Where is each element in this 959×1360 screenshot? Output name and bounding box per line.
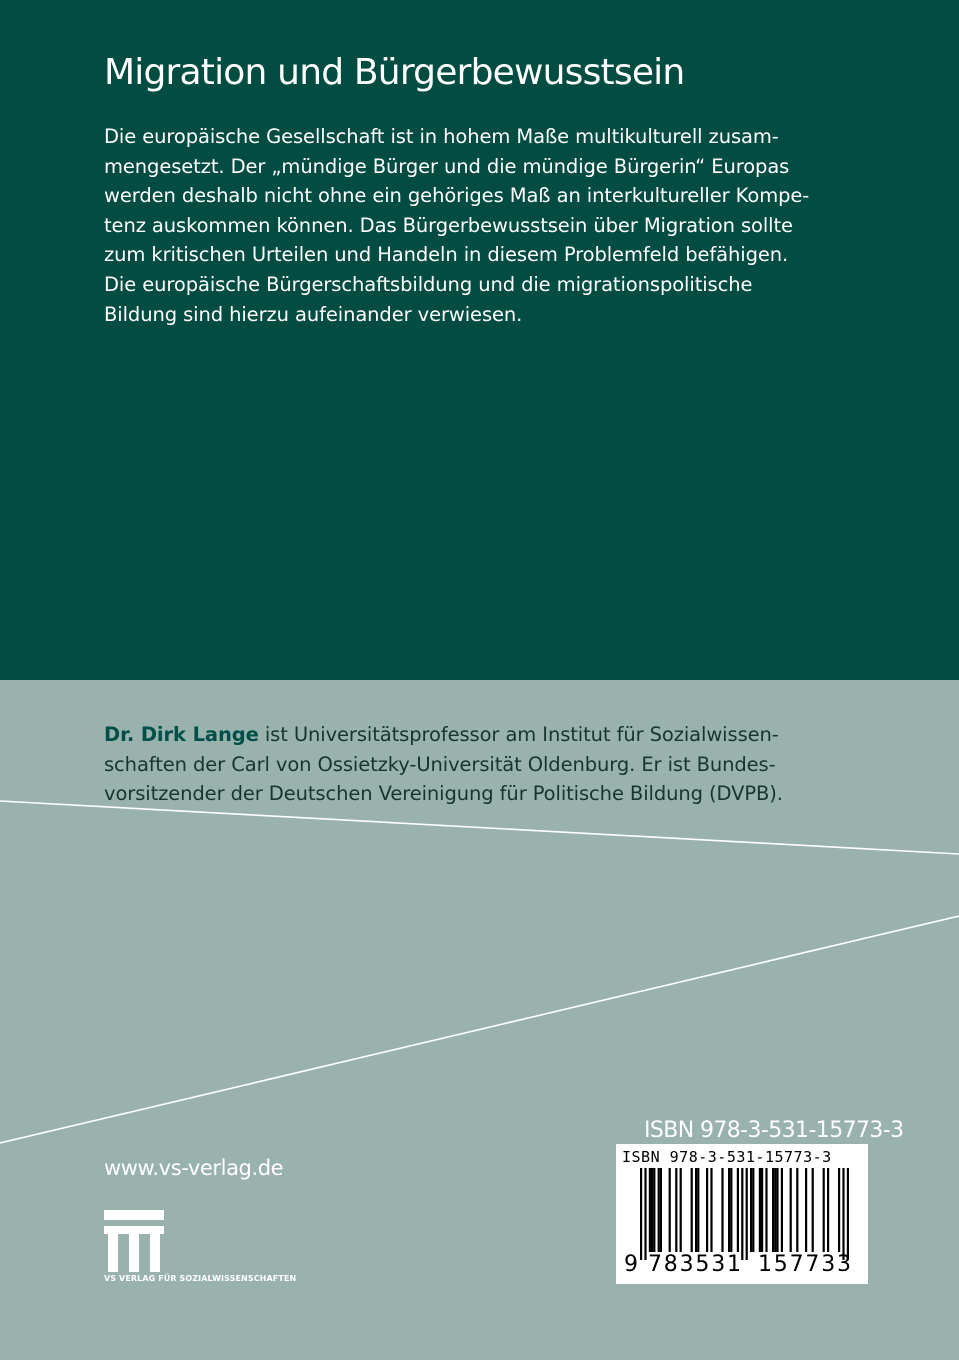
- barcode-bar: [695, 1168, 697, 1252]
- barcode-bar: [752, 1168, 754, 1252]
- barcode-bar: [761, 1168, 763, 1252]
- barcode-bar: [697, 1168, 699, 1252]
- barcode-digits: [616, 1252, 868, 1282]
- barcode-bar: [691, 1168, 693, 1252]
- barcode-bar: [680, 1168, 682, 1252]
- bio-line-1-text: ist Universitätsprofessor am Institut für Sozialwissen-: [258, 723, 779, 746]
- barcode-bar: [774, 1168, 776, 1252]
- blurb-line: Bildung sind hierzu aufeinander verwiesen.: [104, 302, 523, 326]
- isbn-label: ISBN 978-3-531-15773-3: [644, 1118, 904, 1143]
- barcode-isbn-header: ISBN 978-3-531-15773-3: [622, 1148, 832, 1166]
- barcode-bar: [812, 1168, 814, 1252]
- barcode-bar: [765, 1168, 767, 1252]
- barcode-bar: [737, 1168, 739, 1252]
- barcode-bar: [730, 1168, 732, 1252]
- blurb-line: tenz auskommen können. Das Bürgerbewusstsein über Migration sollte: [104, 213, 793, 237]
- blurb-line: Die europäische Gesellschaft ist in hohem Maße multikulturell zusam-: [104, 125, 779, 148]
- barcode-bar: [746, 1168, 748, 1260]
- barcode-bar: [823, 1168, 825, 1252]
- blurb-line: zum kritischen Urteilen und Handeln in diesem Problemfeld befähigen.: [104, 243, 789, 267]
- barcode-bar: [640, 1168, 642, 1260]
- barcode-bar: [658, 1168, 660, 1252]
- barcode-bar: [651, 1168, 653, 1252]
- barcode-bar: [776, 1168, 778, 1252]
- blurb-line: werden deshalb nicht ohne ein gehöriges Maß an interkultureller Kompe-: [104, 184, 810, 208]
- upper-diagonal-line: [0, 801, 959, 854]
- vs-verlag-logo-icon: [104, 1210, 164, 1272]
- barcode-right-digits: 157733: [758, 1252, 853, 1277]
- blurb-line: Die europäische Bürgerschaftsbildung und die migrationspolitische: [104, 272, 753, 296]
- barcode-lead-digit: 9: [624, 1252, 640, 1277]
- barcode-bar: [728, 1168, 730, 1252]
- barcode-left-digits: 783531: [648, 1252, 743, 1277]
- barcode-bar: [781, 1168, 783, 1252]
- barcode: [616, 1144, 868, 1284]
- barcode-bar: [838, 1168, 840, 1252]
- barcode-bar: [827, 1168, 829, 1252]
- barcode-bar: [710, 1168, 712, 1252]
- bio-line: vorsitzender der Deutschen Vereinigung für Politische Bildung (DVPB).: [104, 782, 783, 806]
- author-name: Dr. Dirk Lange: [104, 723, 259, 746]
- barcode-bar: [675, 1168, 677, 1252]
- blurb-line: mengesetzt. Der „mündige Bürger und die mündige Bürgerin“ Europas: [104, 154, 790, 178]
- author-bio: [104, 720, 783, 809]
- barcode-bar: [741, 1168, 743, 1260]
- publisher-logo-caption: VS VERLAG FÜR SOZIALWISSENSCHAFTEN: [104, 1274, 297, 1283]
- barcode-bar: [805, 1168, 807, 1252]
- lower-diagonal-line: [0, 916, 959, 1143]
- barcode-bar: [644, 1168, 646, 1260]
- barcode-bar: [772, 1168, 774, 1252]
- book-blurb: [104, 122, 809, 329]
- barcode-bar: [790, 1168, 792, 1252]
- barcode-bar: [847, 1168, 849, 1260]
- bio-line: [104, 720, 783, 750]
- barcode-bar: [653, 1168, 655, 1252]
- book-title: Migration und Bürgerbewusstsein: [104, 52, 685, 93]
- barcode-bar: [660, 1168, 662, 1252]
- barcode-bar: [750, 1168, 752, 1252]
- barcode-bar: [669, 1168, 671, 1252]
- bio-line: schaften der Carl von Ossietzky-Universität Oldenburg. Er ist Bundes-: [104, 752, 776, 776]
- publisher-website: www.vs-verlag.de: [104, 1156, 284, 1180]
- barcode-bar: [796, 1168, 798, 1252]
- barcode-bar: [706, 1168, 708, 1252]
- barcode-bar: [721, 1168, 723, 1252]
- barcode-bar: [842, 1168, 844, 1260]
- barcode-bar: [649, 1168, 651, 1252]
- barcode-bar: [759, 1168, 761, 1252]
